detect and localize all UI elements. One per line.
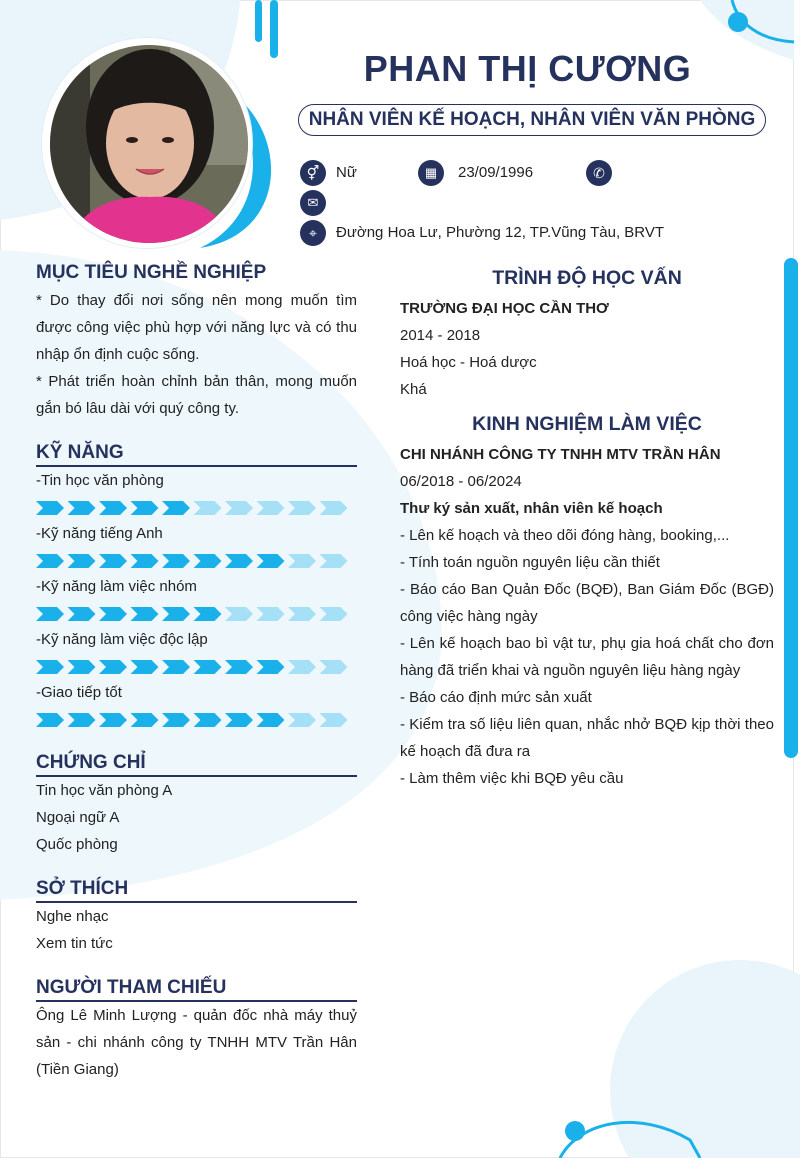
skill-chevron-filled [194,713,222,727]
skill-chevron-filled [68,501,96,515]
skill-chevron-empty [320,713,348,727]
skill-level-bar [36,607,356,621]
experience-line: hàng đã triển khai và nguồn nguyên liệu hàng ngày [400,662,741,679]
skill-chevron-empty [225,501,253,515]
experience-line: công việc hàng ngày [400,608,538,625]
skill-chevron-filled [68,554,96,568]
skill-chevron-filled [36,554,64,568]
reference-line: (Tiền Giang) [36,1061,119,1078]
skill-chevron-filled [99,607,127,621]
education-grade: Khá [400,381,427,398]
experience-company: CHI NHÁNH CÔNG TY TNHH MTV TRẦN HÂN [400,446,721,463]
skill-chevron-filled [131,713,159,727]
skill-chevron-filled [162,501,190,515]
skill-chevron-filled [162,607,190,621]
reference-line: sản - chi nhánh công ty TNHH MTV Trần Hân [36,1034,357,1051]
skill-label: -Kỹ năng làm việc nhóm [36,578,197,595]
certificate-item: Ngoại ngữ A [36,809,120,826]
skill-chevron-filled [162,660,190,674]
skill-chevron-filled [36,501,64,515]
birthdate-value: 23/09/1996 [458,164,534,181]
skill-chevron-filled [99,660,127,674]
skill-chevron-filled [68,713,96,727]
calendar-icon: ▦ [418,160,444,186]
certificate-item: Tin học văn phòng A [36,782,173,799]
objective-line: gắn bó lâu dài với quý công ty. [36,400,240,417]
objective-line: * Phát triển hoàn chỉnh bản thân, mong muốn [36,373,357,390]
hobbies-heading: SỞ THÍCH [36,878,129,899]
education-school: TRƯỜNG ĐẠI HỌC CẦN THƠ [400,300,609,317]
address-value: Đường Hoa Lư, Phường 12, TP.Vũng Tàu, BRVT [336,224,665,241]
certificate-item: Quốc phòng [36,836,118,853]
skill-chevron-filled [257,713,285,727]
objective-line: được công việc phù hợp với năng lực và có thu [36,319,357,336]
experience-period: 06/2018 - 06/2024 [400,473,522,490]
experience-line: - Làm thêm việc khi BQĐ yêu cầu [400,770,624,787]
skill-level-bar [36,660,356,674]
references-heading: NGƯỜI THAM CHIẾU [36,977,227,998]
skill-chevron-filled [257,660,285,674]
education-heading: TRÌNH ĐỘ HỌC VẤN [492,267,682,289]
skill-chevron-filled [99,713,127,727]
skill-label: -Tin học văn phòng [36,472,164,489]
skill-chevron-empty [320,501,348,515]
skill-level-bar [36,554,356,568]
skill-chevron-filled [99,501,127,515]
certificates-heading: CHỨNG CHỈ [36,752,146,773]
skill-chevron-filled [225,660,253,674]
location-icon: ⌖ [300,220,326,246]
education-years: 2014 - 2018 [400,327,481,344]
skill-chevron-empty [320,607,348,621]
experience-role: Thư ký sản xuất, nhân viên kế hoạch [400,500,663,517]
reference-line: Ông Lê Minh Lượng - quản đốc nhà máy thuỷ [36,1007,357,1024]
full-name: PHAN THỊ CƯƠNG [363,48,692,89]
skill-chevron-empty [288,607,316,621]
skill-level-bar [36,501,356,515]
skill-chevron-empty [320,554,348,568]
email-icon: ✉ [300,190,326,216]
skill-level-bar [36,713,356,727]
phone-icon: ✆ [586,160,612,186]
skill-chevron-empty [288,554,316,568]
skill-chevron-empty [225,607,253,621]
skill-chevron-filled [68,660,96,674]
experience-line: kế hoạch đã đưa ra [400,743,531,760]
skill-chevron-filled [257,554,285,568]
skills-divider [36,465,357,467]
objective-line: nhập ổn định cuộc sống. [36,346,200,363]
skill-chevron-filled [194,660,222,674]
job-title-badge: NHÂN VIÊN KẾ HOẠCH, NHÂN VIÊN VĂN PHÒNG [298,104,766,136]
skill-chevron-filled [162,554,190,568]
skill-chevron-filled [194,607,222,621]
hobby-item: Nghe nhạc [36,908,109,925]
skill-label: -Kỹ năng tiếng Anh [36,525,163,542]
experience-heading: KINH NGHIỆM LÀM VIỆC [472,413,702,435]
skill-chevron-filled [36,713,64,727]
objective-line: * Do thay đổi nơi sống nên mong muốn tìm [36,292,357,309]
experience-line: - Lên kế hoạch và theo dõi đóng hàng, booking,... [400,527,730,544]
skill-chevron-empty [288,501,316,515]
hobby-item: Xem tin tức [36,935,113,952]
gender-value: Nữ [336,164,357,181]
skill-chevron-empty [320,660,348,674]
experience-line: - Báo cáo định mức sản xuất [400,689,592,706]
skill-chevron-empty [288,713,316,727]
experience-line: - Báo cáo Ban Quản Đốc (BQĐ), Ban Giám Đốc (BGĐ) [400,581,774,598]
skill-chevron-filled [68,607,96,621]
skill-chevron-filled [225,713,253,727]
experience-line: - Tính toán nguồn nguyên liệu cần thiết [400,554,660,571]
education-major: Hoá học - Hoá dược [400,354,537,371]
skill-chevron-empty [257,607,285,621]
skill-chevron-empty [288,660,316,674]
skill-chevron-empty [194,501,222,515]
skill-chevron-filled [162,713,190,727]
skill-chevron-filled [225,554,253,568]
skill-chevron-filled [36,660,64,674]
skill-label: -Giao tiếp tốt [36,684,122,701]
gender-icon: ⚥ [300,160,326,186]
objective-heading: MỤC TIÊU NGHỀ NGHIỆP [36,262,267,283]
skill-chevron-filled [131,660,159,674]
skill-chevron-filled [131,501,159,515]
skill-label: -Kỹ năng làm việc độc lập [36,631,208,648]
skill-chevron-filled [99,554,127,568]
skill-chevron-filled [36,607,64,621]
experience-line: - Kiểm tra số liệu liên quan, nhắc nhở BQĐ kịp thời theo [400,716,774,733]
skill-chevron-filled [131,607,159,621]
skills-heading: KỸ NĂNG [36,442,124,463]
profile-photo [50,45,248,243]
skill-chevron-filled [131,554,159,568]
experience-line: - Lên kế hoạch bao bì vật tư, phụ gia hoá chất cho đơn [400,635,774,652]
skill-chevron-empty [257,501,285,515]
skill-chevron-filled [194,554,222,568]
